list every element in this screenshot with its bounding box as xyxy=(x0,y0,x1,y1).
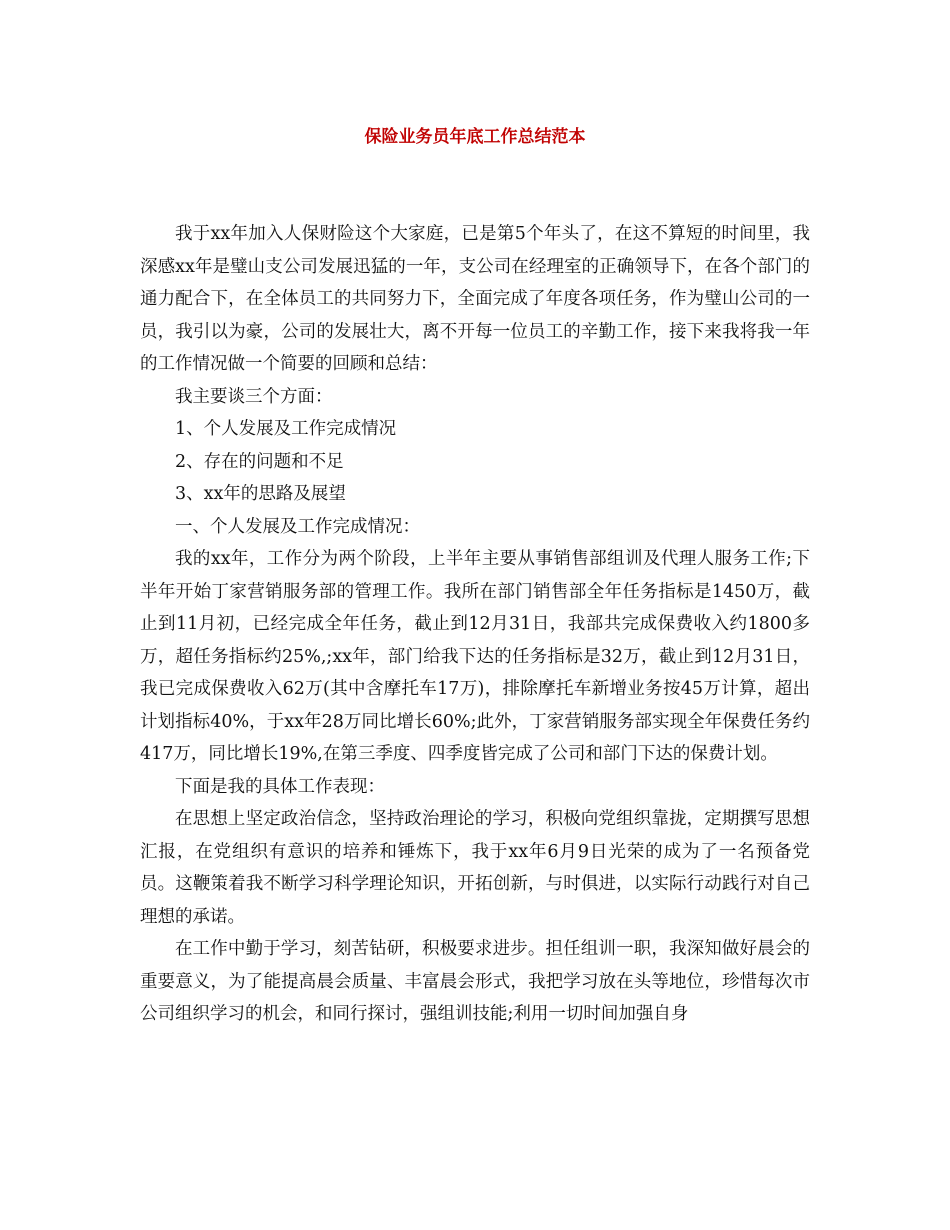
list-item-3: 3、xx年的思路及展望 xyxy=(175,484,346,504)
paragraph-work-summary: 我的xx年，工作分为两个阶段，上半年主要从事销售部组训及代理人服务工作;下半年开始丁家营销服务部的管理工作。我所在部门销售部全年任务指标是1450万，截止到11月初，已经完成全年任务，截止到12月31日，我部共完成保费收入约1800多万，超任务指标约25%,;xx年，部门给我下达的任务指标是32万，截止到12月31日，我已完成保费收入62万(其中含摩托车17万)，排除摩托车新增业务按45万计算，超出计划指标40%，于xx年28万同比增长60%;此外，丁家营销服务部实现全年保费任务约417万，同比增长19%,在第三季度、四季度皆完成了公司和部门下达的保费计划。 xyxy=(140,549,810,764)
paragraph-intro: 我于xx年加入人保财险这个大家庭，已是第5个年头了，在这不算短的时间里，我深感xx年是璧山支公司发展迅猛的一年，支公司在经理室的正确领导下，在各个部门的通力配合下，在全体员工的共同努力下，全面完成了年度各项任务，作为璧山公司的一员，我引以为豪，公司的发展壮大，离不开每一位员工的辛勤工作，接下来我将我一年的工作情况做一个简要的回顾和总结： xyxy=(140,224,810,374)
paragraph-ideology: 在思想上坚定政治信念，坚持政治理论的学习，积极向党组织靠拢，定期撰写思想汇报，在党组织有意识的培养和锤炼下，我于xx年6月9日光荣的成为了一名预备党员。这鞭策着我不断学习科学理论知识，开拓创新，与时俱进，以实际行动践行对自己理想的承诺。 xyxy=(140,809,810,927)
paragraph-performance-intro: 下面是我的具体工作表现： xyxy=(175,776,385,797)
list-item-2: 2、存在的问题和不足 xyxy=(175,451,344,472)
paragraph-three-aspects: 我主要谈三个方面： xyxy=(175,386,333,407)
document-body xyxy=(140,218,810,1031)
section-heading-1: 一、个人发展及工作完成情况： xyxy=(175,516,420,537)
list-item-1: 1、个人发展及工作完成情况 xyxy=(175,419,397,439)
document-title: 保险业务员年底工作总结范本 xyxy=(364,127,586,147)
paragraph-learning: 在工作中勤于学习，刻苦钻研，积极要求进步。担任组训一职，我深知做好晨会的重要意义，为了能提高晨会质量、丰富晨会形式，我把学习放在头等地位，珍惜每次市公司组织学习的机会，和同行探讨，强组训技能;利用一切时间加强自身 xyxy=(140,939,810,1024)
